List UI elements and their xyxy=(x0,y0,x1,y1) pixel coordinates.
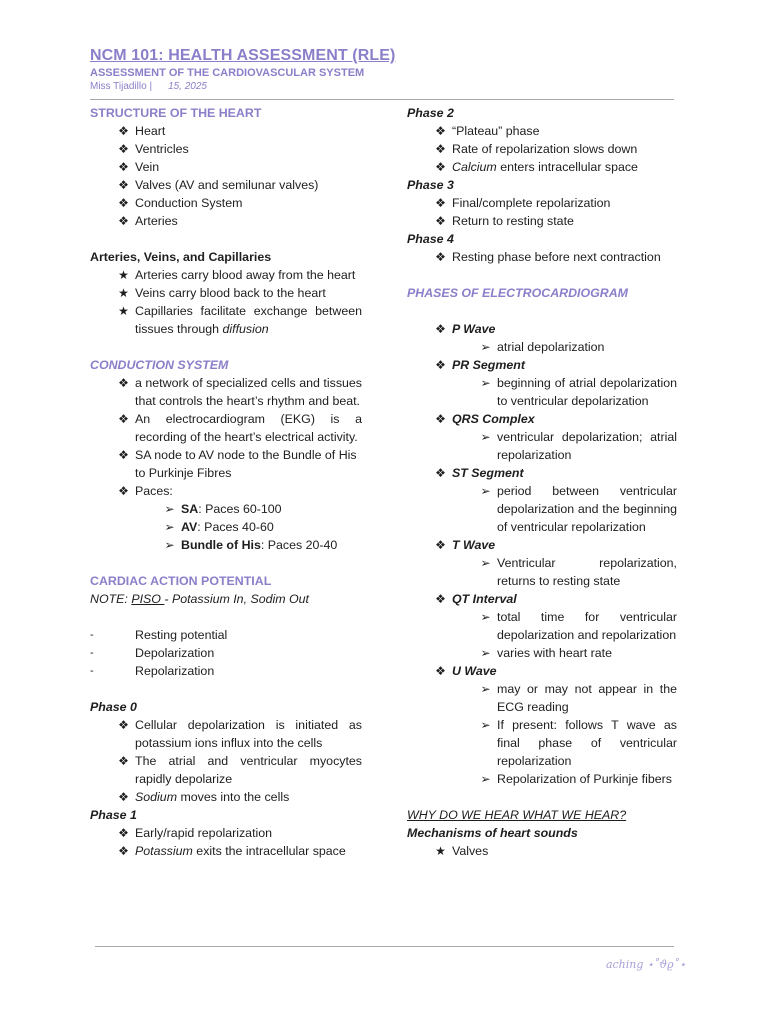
list-item: ❖ Ventricles xyxy=(90,140,362,158)
document-subtitle: ASSESSMENT OF THE CARDIOVASCULAR SYSTEM xyxy=(90,67,365,79)
list-item: ❖ P Wave xyxy=(407,320,677,338)
right-column xyxy=(407,104,677,860)
list-item: ❖ T Wave xyxy=(407,536,677,554)
left-column xyxy=(90,104,362,860)
subheading-mechanisms: Mechanisms of heart sounds xyxy=(407,826,578,840)
phase-heading: Phase 1 xyxy=(90,808,137,822)
diamond-bullet-icon: ❖ xyxy=(435,142,446,156)
note-line: NOTE: PISO - Potassium In, Sodim Out xyxy=(90,592,309,606)
document-header xyxy=(90,46,674,93)
footer-divider xyxy=(95,946,674,947)
list-item: - Repolarization xyxy=(90,664,215,678)
diamond-bullet-icon: ❖ xyxy=(118,214,129,228)
sub-list-item: ➢ If present: follows T wave as final phase of ventricular repolarization xyxy=(407,716,677,770)
diamond-bullet-icon: ❖ xyxy=(435,322,446,336)
arrow-bullet-icon: ➢ xyxy=(480,610,491,624)
sub-list-item: ➢ may or may not appear in the ECG reading xyxy=(407,680,677,716)
document-title: NCM 101: HEALTH ASSESSMENT (RLE) xyxy=(90,47,396,64)
arrow-bullet-icon: ➢ xyxy=(480,376,491,390)
sub-list-item: ➢ Ventricular repolarization, returns to resting state xyxy=(407,554,677,590)
section-heading-why: WHY DO WE HEAR WHAT WE HEAR? xyxy=(407,808,627,822)
sub-list-item: ➢ varies with heart rate xyxy=(407,644,677,662)
diamond-bullet-icon: ❖ xyxy=(435,358,446,372)
diamond-bullet-icon: ❖ xyxy=(118,718,129,732)
arrow-bullet-icon: ➢ xyxy=(480,556,491,570)
list-item: ❖ Resting phase before next contraction xyxy=(407,248,677,266)
list-item: ★ Arteries carry blood away from the heart xyxy=(90,266,362,284)
arrow-bullet-icon: ➢ xyxy=(164,520,175,534)
diamond-bullet-icon: ❖ xyxy=(118,196,129,210)
list-item: ❖ Valves (AV and semilunar valves) xyxy=(90,176,362,194)
list-item: ❖ Rate of repolarization slows down xyxy=(407,140,677,158)
list-item: ★ Valves xyxy=(407,842,677,860)
diamond-bullet-icon: ❖ xyxy=(118,142,129,156)
arrow-bullet-icon: ➢ xyxy=(164,502,175,516)
footer-signature: aching ⋆˚ϑϱ˚⋆ xyxy=(605,958,686,971)
arrow-bullet-icon: ➢ xyxy=(480,484,491,498)
list-item: ❖ Conduction System xyxy=(90,194,362,212)
diamond-bullet-icon: ❖ xyxy=(435,664,446,678)
list-item: ❖ Early/rapid repolarization xyxy=(90,824,362,842)
sub-list-item: ➢ Bundle of His: Paces 20-40 xyxy=(90,536,362,554)
list-item: - Depolarization xyxy=(90,646,215,660)
phase-heading: Phase 4 xyxy=(407,232,454,246)
list-item: ★ Capillaries facilitate exchange between tissues through diffusion xyxy=(90,302,362,338)
star-bullet-icon: ★ xyxy=(435,844,446,858)
list-item: ❖ Cellular depolarization is initiated as potassium ions influx into the cells xyxy=(90,716,362,752)
section-heading-action-potential: CARDIAC ACTION POTENTIAL xyxy=(90,574,272,588)
list-item: ❖ ST Segment xyxy=(407,464,677,482)
header-divider xyxy=(90,99,674,100)
document-meta xyxy=(90,80,674,93)
list-item: ❖ SA node to AV node to the Bundle of His to Purkinje Fibres xyxy=(90,446,362,482)
diamond-bullet-icon: ❖ xyxy=(118,484,129,498)
sub-list-item: ➢ total time for ventricular depolarization and repolarization xyxy=(407,608,677,644)
list-item: ❖ Sodium moves into the cells xyxy=(90,788,362,806)
list-item: ❖ PR Segment xyxy=(407,356,677,374)
list-item: ❖ U Wave xyxy=(407,662,677,680)
section-heading-ecg: PHASES OF ELECTROCARDIOGRAM xyxy=(407,286,628,300)
list-item: ❖ Paces: xyxy=(90,482,362,500)
list-item: ❖ a network of specialized cells and tissues that controls the heart’s rhythm and beat. xyxy=(90,374,362,410)
star-bullet-icon: ★ xyxy=(118,268,129,282)
dash-bullet-icon: - xyxy=(90,647,94,659)
sub-list-item: ➢ AV: Paces 40-60 xyxy=(90,518,362,536)
diamond-bullet-icon: ❖ xyxy=(118,124,129,138)
sub-list-item: ➢ ventricular depolarization; atrial repolarization xyxy=(407,428,677,464)
diamond-bullet-icon: ❖ xyxy=(435,592,446,606)
sub-list-item: ➢ period between ventricular depolarization and the beginning of ventricular repolarization xyxy=(407,482,677,536)
section-heading-structure: STRUCTURE OF THE HEART xyxy=(90,106,262,120)
diamond-bullet-icon: ❖ xyxy=(118,412,129,426)
diamond-bullet-icon: ❖ xyxy=(118,376,129,390)
list-item: ★ Veins carry blood back to the heart xyxy=(90,284,362,302)
phase-heading: Phase 2 xyxy=(407,106,454,120)
arrow-bullet-icon: ➢ xyxy=(480,682,491,696)
list-item: ❖ The atrial and ventricular myocytes rapidly depolarize xyxy=(90,752,362,788)
arrow-bullet-icon: ➢ xyxy=(480,430,491,444)
diamond-bullet-icon: ❖ xyxy=(435,124,446,138)
list-item: ❖ Potassium exits the intracellular space xyxy=(90,842,362,860)
diamond-bullet-icon: ❖ xyxy=(118,178,129,192)
list-item: ❖ QT Interval xyxy=(407,590,677,608)
dash-bullet-icon: - xyxy=(90,629,94,641)
list-item: ❖ “Plateau” phase xyxy=(407,122,677,140)
list-item: ❖ Calcium enters intracellular space xyxy=(407,158,677,176)
list-item: - Resting potential xyxy=(90,628,228,642)
diamond-bullet-icon: ❖ xyxy=(435,196,446,210)
arrow-bullet-icon: ➢ xyxy=(480,340,491,354)
diamond-bullet-icon: ❖ xyxy=(118,754,129,768)
arrow-bullet-icon: ➢ xyxy=(480,646,491,660)
list-item: ❖ Arteries xyxy=(90,212,362,230)
star-bullet-icon: ★ xyxy=(118,304,129,318)
diamond-bullet-icon: ❖ xyxy=(118,790,129,804)
phase-heading: Phase 0 xyxy=(90,700,137,714)
list-item: ❖ Vein xyxy=(90,158,362,176)
section-heading-conduction: CONDUCTION SYSTEM xyxy=(90,358,229,372)
list-item: ❖ Final/complete repolarization xyxy=(407,194,677,212)
diamond-bullet-icon: ❖ xyxy=(118,448,129,462)
sub-list-item: ➢ SA: Paces 60-100 xyxy=(90,500,362,518)
diamond-bullet-icon: ❖ xyxy=(435,538,446,552)
sub-list-item: ➢ Repolarization of Purkinje fibers xyxy=(407,770,677,788)
diamond-bullet-icon: ❖ xyxy=(435,214,446,228)
arrow-bullet-icon: ➢ xyxy=(480,772,491,786)
document-date: 15, 2025 xyxy=(168,81,207,92)
list-item: ❖ Return to resting state xyxy=(407,212,677,230)
section-heading-avc: Arteries, Veins, and Capillaries xyxy=(90,250,272,264)
arrow-bullet-icon: ➢ xyxy=(480,718,491,732)
phase-heading: Phase 3 xyxy=(407,178,454,192)
diamond-bullet-icon: ❖ xyxy=(435,466,446,480)
diamond-bullet-icon: ❖ xyxy=(118,844,129,858)
diamond-bullet-icon: ❖ xyxy=(435,250,446,264)
diamond-bullet-icon: ❖ xyxy=(118,826,129,840)
dash-bullet-icon: - xyxy=(90,665,94,677)
author-name: Miss Tijadillo | xyxy=(90,81,153,92)
diamond-bullet-icon: ❖ xyxy=(435,160,446,174)
diamond-bullet-icon: ❖ xyxy=(118,160,129,174)
star-bullet-icon: ★ xyxy=(118,286,129,300)
sub-list-item: ➢ beginning of atrial depolarization to ventricular depolarization xyxy=(407,374,677,410)
diamond-bullet-icon: ❖ xyxy=(435,412,446,426)
arrow-bullet-icon: ➢ xyxy=(164,538,175,552)
sub-list-item: ➢ atrial depolarization xyxy=(407,338,677,356)
list-item: ❖ An electrocardiogram (EKG) is a recording of the heart’s electrical activity. xyxy=(90,410,362,446)
list-item: ❖ Heart xyxy=(90,122,362,140)
list-item: ❖ QRS Complex xyxy=(407,410,677,428)
